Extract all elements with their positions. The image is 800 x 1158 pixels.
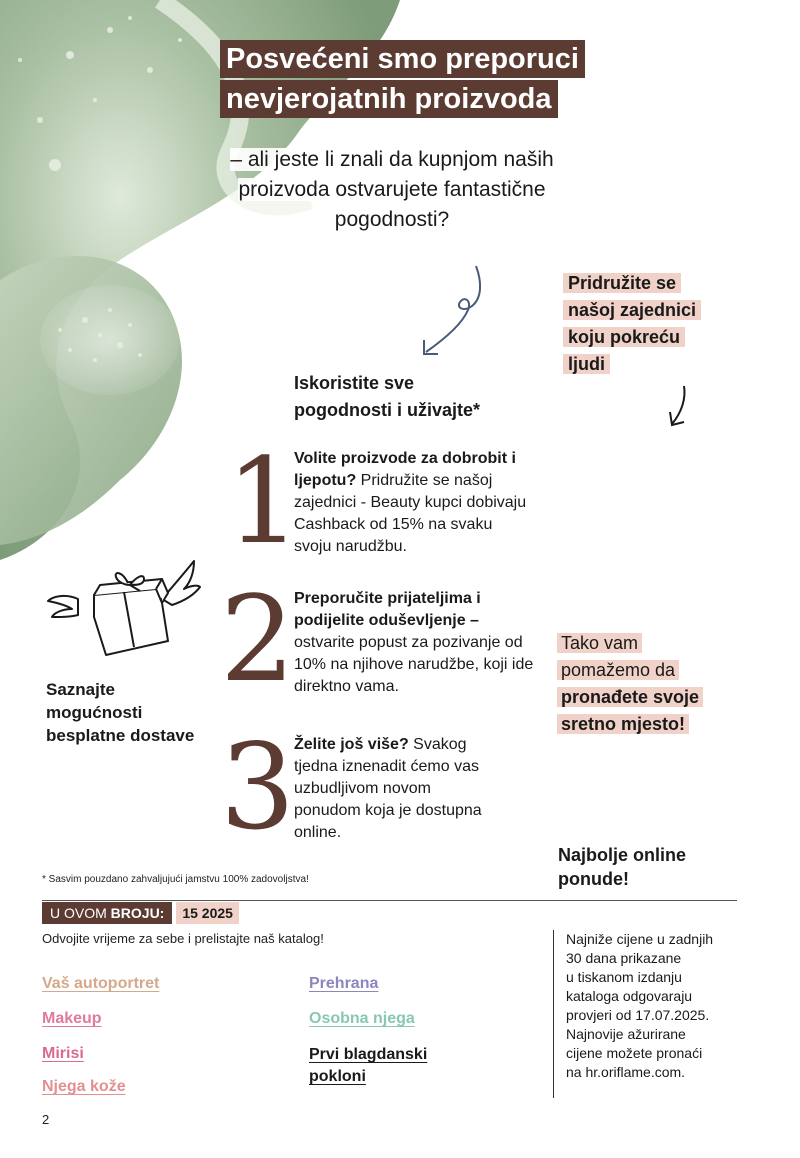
step-number-2: 2 [220,570,296,708]
step-text-2 [294,588,534,698]
subtitle-line-1: – ali jeste li znali da kupnjom naših [230,148,554,171]
toc-holiday-line-2: pokloni [309,1068,366,1085]
price-note-line-8: na hr.oriflame.com. [566,1064,686,1080]
page-number: 2 [42,1112,50,1127]
curly-arrow-icon [410,262,490,362]
price-note-line-5: provjeri od 17.07.2025. [566,1007,710,1023]
step-3-body: Svakog tjedna iznenadit ćemo vas uzbudljivom novom ponudom koja je dostupna online. [294,736,482,841]
help-line-4: sretno mjesto! [557,714,689,734]
price-note [553,930,753,1098]
title-line-1: Posvećeni smo preporuci [220,40,585,78]
step-3-bold: Želite još više? [294,736,409,753]
join-community-callout [563,270,701,378]
step-1-bold: Volite proizvode za dobrobit i ljepotu? [294,450,516,489]
toc-link-holiday-gifts[interactable] [309,1044,427,1088]
join-line-4: ljudi [563,354,610,374]
benefits-heading [294,370,480,424]
toc-holiday-line-1: Prvi blagdanski [309,1046,428,1063]
price-note-line-1: Najniže cijene u zadnjih [566,931,714,947]
toc-link-nutrition[interactable]: Prehrana [309,975,379,992]
benefits-heading-line-1: Iskoristite sve [294,373,415,393]
subtitle-line-3: pogodnosti? [334,208,450,231]
delivery-line-3: besplatne dostave [46,726,195,745]
issue-label-bold: BROJU: [110,905,165,921]
toc-link-personal-care[interactable]: Osobna njega [309,1010,415,1027]
step-2-body: ostvarite popust za pozivanje od 10% na njihove narudžbe, koji ide direktno vama. [294,634,534,695]
price-note-line-4: kataloga odgovaraju [566,988,693,1004]
benefits-heading-line-2: pogodnosti i uživajte* [294,400,481,420]
help-line-1: Tako vam [557,633,642,653]
step-1-body: Pridružite se našoj zajednici - Beauty kupci dobivaju Cashback od 15% na svaku svoju narudžbu. [294,472,527,555]
price-note-line-3: u tiskanom izdanju [566,969,682,985]
toc-link-makeup[interactable]: Makeup [42,1010,102,1027]
price-note-line-6: Najnovije ažurirane [566,1026,686,1042]
footnote: * Sasvim pouzdano zahvaljujući jamstvu 100% zadovoljstva! [42,874,309,885]
help-line-3: pronađete svoje [557,687,703,707]
best-offers-text [558,843,686,891]
join-line-3: koju pokreću [563,327,685,347]
issue-label [42,902,172,924]
happy-place-callout [557,630,703,738]
free-delivery-text [46,678,194,747]
issue-intro: Odvojite vrijeme za sebe i prelistajte naš katalog! [42,931,324,946]
step-number-1: 1 [226,432,302,570]
step-number-3: 3 [220,718,296,856]
subtitle [222,145,562,235]
price-note-line-7: cijene možete pronaći [566,1045,703,1061]
step-text-3 [294,734,494,844]
best-offers-line-1: Najbolje online [558,845,687,865]
page-title [220,40,585,120]
step-text-1 [294,448,534,558]
toc-link-self-portrait[interactable]: Vaš autoportret [42,975,160,992]
best-offers-line-2: ponude! [558,869,629,889]
title-line-2: nevjerojatnih proizvoda [220,80,558,118]
join-line-2: našoj zajednici [563,300,701,320]
subtitle-line-2: proizvoda ostvarujete fantastične [238,178,546,201]
issue-header [42,902,239,924]
delivery-line-2: mogućnosti [46,703,143,722]
winged-gift-icon [44,555,204,665]
down-arrow-icon [664,384,694,430]
section-divider [42,900,737,901]
step-2-bold: Preporučite prijateljima i podijelite oduševljenje – [294,590,481,629]
join-line-1: Pridružite se [563,273,681,293]
issue-label-prefix: U OVOM [50,905,111,921]
toc-link-skincare[interactable]: Njega kože [42,1078,126,1095]
price-note-line-2: 30 dana prikazane [566,950,682,966]
issue-number: 15 2025 [176,902,239,924]
delivery-line-1: Saznajte [46,680,115,699]
help-line-2: pomažemo da [557,660,679,680]
toc-link-fragrances[interactable]: Mirisi [42,1045,84,1062]
